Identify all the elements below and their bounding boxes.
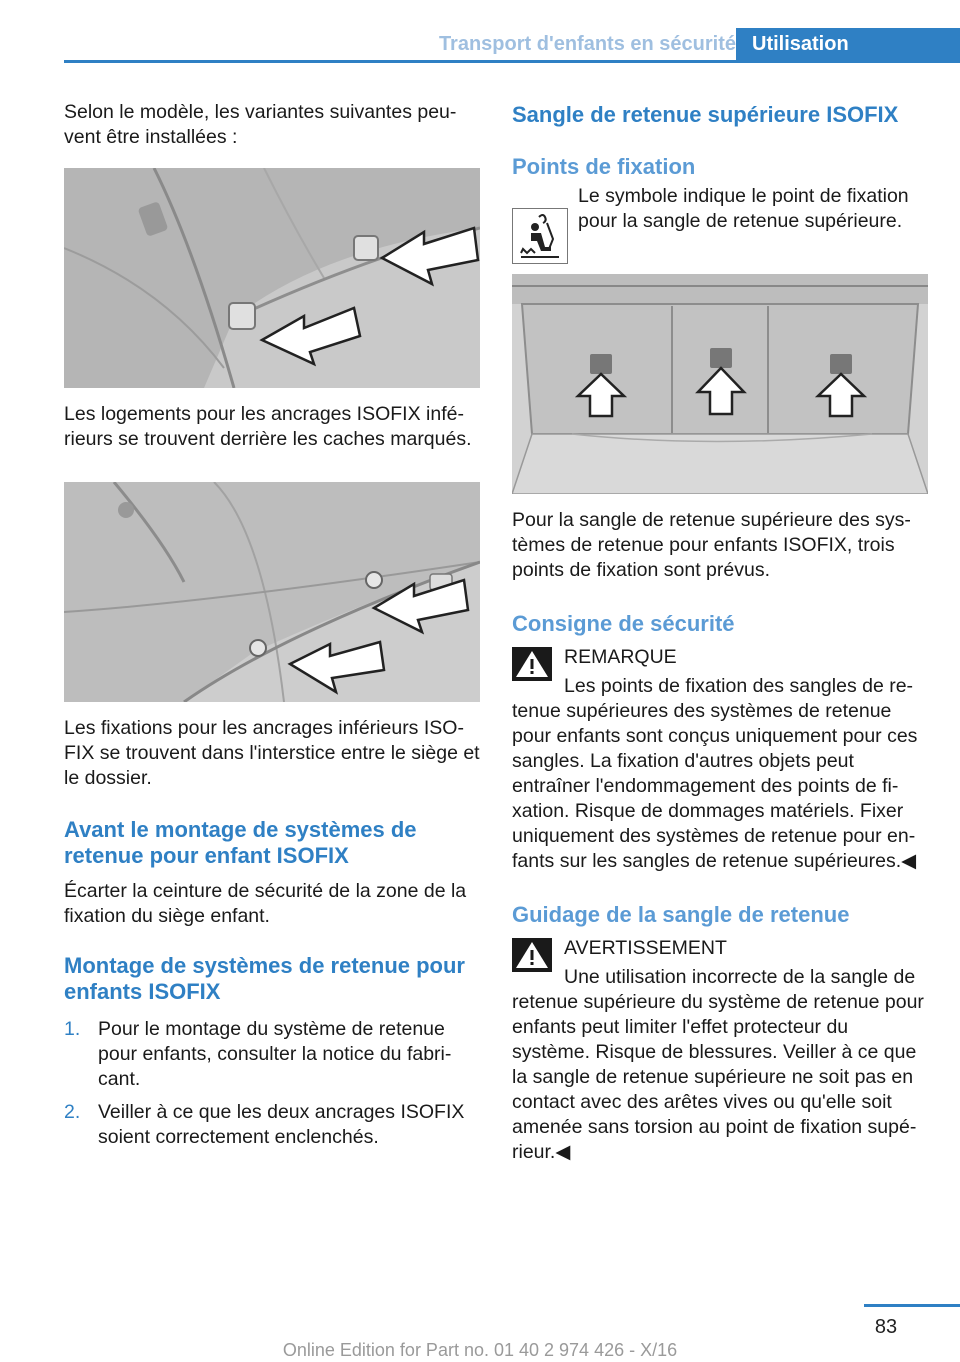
seat-photo-gap — [64, 482, 480, 702]
avertissement-text: Une utilisation incorrecte de la sangle de retenue supérieure du système de retenue pour enfants peut limiter l'effet protecteur du système. Risque de blessures. Veiller à ce que la sangle de retenue supérieure ne soit pas en contact avec des arêtes vives ou qu'elle soit amenée sans torsion au point de fixation supé-rieur.◀ — [512, 966, 924, 1163]
right-column — [512, 100, 928, 1165]
montage-steps — [64, 1017, 480, 1150]
page-number: 83 — [874, 1316, 898, 1338]
caption-gap: Les fixations pour les ancrages inférieurs ISO-FIX se trouvent dans l'interstice entre le siège et le dossier. — [64, 717, 480, 789]
warning-triangle-icon — [512, 938, 552, 972]
symbol-row — [512, 182, 928, 260]
header-chapter-tab[interactable]: Utilisation — [736, 28, 960, 63]
heading-sangle-isofix: Sangle de retenue supérieure ISOFIX — [512, 102, 899, 127]
remarque-title: REMARQUE — [564, 646, 677, 668]
heading-consigne: Consigne de sécurité — [512, 611, 735, 636]
left-column — [64, 100, 480, 1158]
step-number: 2. — [64, 1101, 81, 1123]
trunk-photo-anchors — [512, 274, 928, 494]
step-text: Veiller à ce que les deux ancrages ISOFIX soient correctement enclenchés. — [98, 1101, 465, 1148]
heading-guidage: Guidage de la sangle de retenue — [512, 902, 850, 927]
remarque-notice — [512, 645, 928, 874]
page-header — [64, 28, 960, 64]
avant-paragraph: Écarter la ceinture de sécurité de la zone de la fixation du siège enfant. — [64, 880, 467, 927]
seat-photo-covers — [64, 168, 480, 388]
warning-triangle-icon — [512, 647, 552, 681]
intro-paragraph: Selon le modèle, les variantes suivantes peu-vent être installées : — [64, 101, 457, 148]
step-number: 1. — [64, 1018, 81, 1040]
heading-montage: Montage de systèmes de retenue pour enfants ISOFIX — [64, 953, 465, 1004]
tether-anchor-icon — [512, 208, 568, 264]
avertissement-title: AVERTISSEMENT — [564, 937, 727, 959]
footer-edition: Online Edition for Part no. 01 40 2 974 426 - X/16 — [282, 1340, 678, 1360]
list-item — [64, 1100, 480, 1150]
avertissement-notice — [512, 936, 928, 1165]
header-section-title: Transport d'enfants en sécurité — [438, 33, 736, 55]
caption-covers: Les logements pour les ancrages ISOFIX infé-rieurs se trouvent derrière les caches marqués. — [64, 403, 472, 450]
footer-rule — [864, 1304, 960, 1307]
heading-points-fixation: Points de fixation — [512, 154, 696, 179]
header-rule — [64, 60, 960, 63]
remarque-text: Les points de fixation des sangles de re-tenue supérieures des systèmes de retenue pour enfants sont conçus uniquement pour ces sangles. La fixation d'autres objets peut entraîner l'endommagement des points de fi-xation. Risque de dommages matériels. Fixer uniquement des systèmes de retenue pour en-fants sur les sangles de retenue supérieures.◀ — [512, 675, 918, 872]
list-item — [64, 1017, 480, 1092]
step-text: Pour le montage du système de retenue pour enfants, consulter la notice du fabri-cant. — [98, 1018, 452, 1090]
heading-avant-montage: Avant le montage de systèmes de retenue pour enfant ISOFIX — [64, 817, 417, 868]
symbol-description: Le symbole indique le point de fixation pour la sangle de retenue supérieure. — [578, 185, 909, 232]
points-paragraph: Pour la sangle de retenue supérieure des sys-tèmes de retenue pour enfants ISOFIX, trois points de fixation sont prévus. — [512, 509, 911, 581]
